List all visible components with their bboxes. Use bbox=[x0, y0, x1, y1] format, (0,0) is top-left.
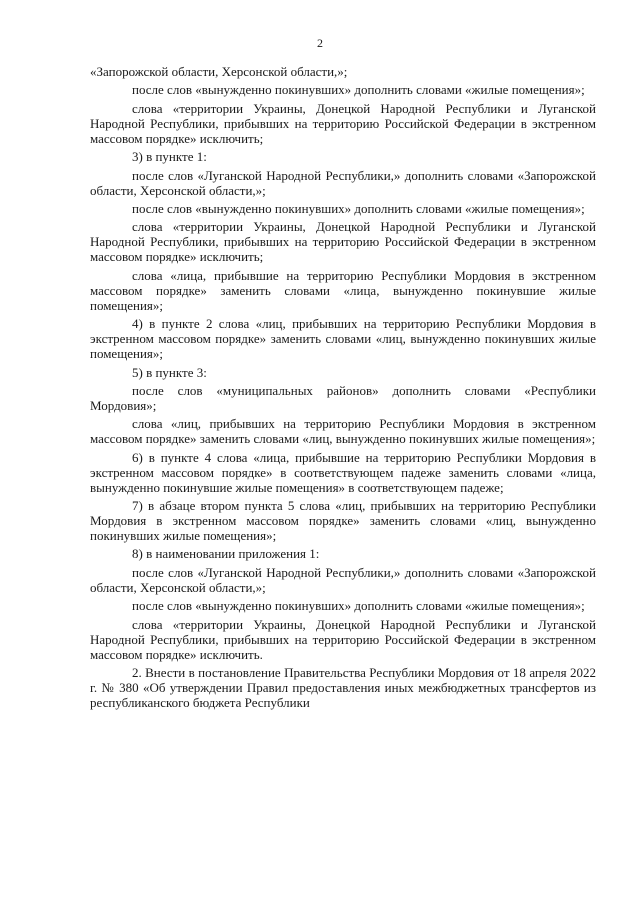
paragraph: после слов «Луганской Народной Республики,» дополнить словами «Запорожской области, Херсонской области,»; bbox=[90, 167, 596, 198]
paragraph: слова «лица, прибывшие на территорию Республики Мордовия в экстренном массовом порядке» заменить словами «лица, вынужденно покинувшие жилые помещения»; bbox=[90, 267, 596, 313]
paragraph: после слов «муниципальных районов» дополнить словами «Республики Мордовия»; bbox=[90, 382, 596, 413]
paragraph: 4) в пункте 2 слова «лиц, прибывших на территорию Республики Мордовия в экстренном массовом порядке» заменить словами «лиц, вынужденно покинувших жилые помещения»; bbox=[90, 316, 596, 362]
paragraph: после слов «Луганской Народной Республики,» дополнить словами «Запорожской области, Херсонской области,»; bbox=[90, 564, 596, 595]
paragraph: слова «лиц, прибывших на территорию Республики Мордовия в экстренном массовом порядке» заменить словами «лиц, вынужденно покинувших жилые помещения»; bbox=[90, 416, 596, 447]
paragraph: после слов «вынужденно покинувших» дополнить словами «жилые помещения»; bbox=[132, 200, 585, 216]
document-body bbox=[90, 64, 596, 713]
paragraph: слова «территории Украины, Донецкой Народной Республики и Луганской Народной Республики, прибывших на территорию Российской Федерации в экстренном массовом порядке» исключить. bbox=[90, 616, 596, 662]
paragraph: 3) в пункте 1: bbox=[132, 149, 207, 165]
paragraph: слова «территории Украины, Донецкой Народной Республики и Луганской Народной Республики, прибывших на территорию Российской Федерации в экстренном массовом порядке» исключить; bbox=[90, 100, 596, 146]
paragraph: после слов «вынужденно покинувших» дополнить словами «жилые помещения»; bbox=[132, 598, 585, 614]
paragraph: «Запорожской области, Херсонской области,»; bbox=[90, 64, 348, 79]
paragraph: слова «территории Украины, Донецкой Народной Республики и Луганской Народной Республики, прибывших на территорию Российской Федерации в экстренном массовом порядке» исключить; bbox=[90, 219, 596, 265]
paragraph: 5) в пункте 3: bbox=[132, 364, 207, 380]
paragraph: 7) в абзаце втором пункта 5 слова «лиц, прибывших на территорию Республики Мордовия в экстренном массовом порядке» заменить словами «лиц, вынужденно покинувших жилые помещения»; bbox=[90, 498, 596, 544]
paragraph: 8) в наименовании приложения 1: bbox=[132, 546, 320, 562]
paragraph: 2. Внести в постановление Правительства Республики Мордовия от 18 апреля 2022 г. № 380 «Об утверждении Правил предоставления иных межбюджетных трансфертов из республиканского бюджета Республики bbox=[90, 665, 596, 711]
paragraph: 6) в пункте 4 слова «лица, прибывшие на территорию Республики Мордовия в экстренном массовом порядке» в соответствующем падеже заменить словами «лица, вынужденно покинувшие жилые помещения» в соответствующем падеже; bbox=[90, 449, 596, 495]
page-number: 2 bbox=[317, 36, 323, 50]
paragraph: после слов «вынужденно покинувших» дополнить словами «жилые помещения»; bbox=[132, 82, 585, 98]
